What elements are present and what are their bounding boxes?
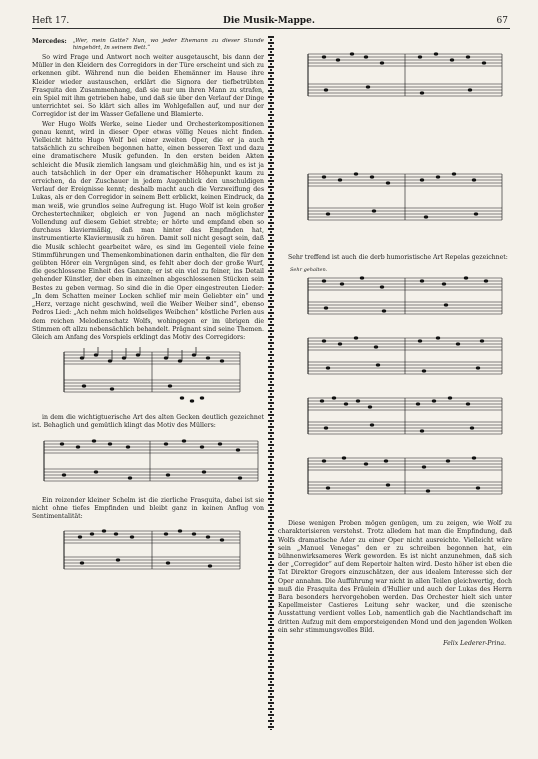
magazine-title: Die Musik-Mappe. [223,16,315,26]
paragraph: Wer Hugo Wolfs Werke, seine Lieder und Orchesterkompositionen genau kennt, wird in dieser Oper etwas völlig Neues nicht finden. Vielleicht hätte Hugo Wolf bei einer zweiten Oper, die er ja auch tatsächlich zu schreiben begonnen hatte, einen besseren Text und dazu eine dramatischere Musik gefunden. In den ersten beiden Akten schleicht die Musik ziemlich langsam und gleichmäßig hin, und es ist ja auch tatsächlich in der Oper ein dramatischer Höhepunkt kaum zu erreichen, da der Zuschauer in jedem Augenblick den unschuldigen Verlauf der Ereignisse kennt; deshalb macht auch die Verzweiflung des Lukas, als er den Corregidor in seinem Bett erblickt, keinen Eindruck, da man weiß, wie grundlos seine Aufregung ist. Hugo Wolf ist kein großer Orchestertechniker, obgleich er von Jugend an nach möglichster Vollendung auf diesem Gebiet strebte; er hörte und empfand eben so durchaus klaviermäßig, daß man hinter das Empfinden hat, instrumentierte Klaviermusik zu hören. Damit soll nicht gesagt sein, daß die Musik schlecht gearbeitet wäre, es sind im Gegenteil viele feine Stimmführungen und Themenkombinationen darin enthalten, die für den geübten Hörer ein Vergnügen sind, es fehlt aber doch der große Wurf, die geschlossene Einheit des Ganzen; er ist ein viel zu feiner, ins Detail gehender Künstler, der eben in einzelnen abgeschlossenen Stücken sein Bestes zu geben vermag. So sind die in die Oper eingestreuten Lieder: „In dem Schatten meiner Locken schlief mir mein Geliebter ein“ und „Herz, verzage nicht geschwind, weil die Weiber Weiber sind“, ebenso Pedros Lied: „Ach nehm mich holdseliges Weibchen“ köstliche Perlen aus dem reichen Melodienschatz Wolfs, wohingegen er im übrigen die Stimmen oft allzu nebensächlich behandelt. Prägnant sind seine Themen. Gleich am Anfang des Vorspiels erklingt das Motiv des Corregidors: [32,120,264,341]
caption-frasquita-motive: Ein reizender kleiner Schelm ist die zierliche Frasquita, dabei ist sie nicht ohne tiefes Empfinden und bleibt ganz in keinen Anflug von Sentimentalität: [32,496,264,520]
music-example-corregidor [32,346,264,410]
music-example-continuation [278,40,512,250]
dialogue-quote: „Wer, mein Gatte? Nun, wo jeder Ehemann zu dieser Stunde hingehört, In seinem Bett.“ [72,38,264,51]
music-example-frasquita [32,525,264,579]
header-rule [32,28,510,29]
page-header [22,14,516,28]
right-column [278,36,512,744]
music-example-miller [32,435,264,493]
paragraph: So wird Frage und Antwort noch weiter ausgetauscht, bis dann der Müller in den Kleidern des Corregidors in der Türe erscheint und sich zu erkennen gibt. Während nun die beiden Ehemänner im Hause ihre Kleider wieder austauschen, erklärt die Signora der tiefbetrübten Frasquita den Zusammenhang, daß sie nur um ihren Mann zu strafen, ein Spiel mit ihm getrieben habe, und daß sie über den Verlauf der Dinge unterrichtet sei. So klärt sich alles im Wohlgefallen auf, und nur der Corregidor ist der im Wasser Gefallene und Blamierte. [32,54,264,119]
music-example-repela [278,266,512,516]
column-divider [268,36,274,730]
speaker-name: Mercedes: [32,38,67,45]
tempo-marking: Sehr gehalten. [290,267,328,274]
closing-paragraph: Diese wenigen Proben mögen genügen, um zu zeigen, wie Wolf zu charakterisieren verstehst. Trotz alledem hat man die Empfindung, daß Wolfs dramatische Ader zu einer Oper nicht ausreichte. Vielleicht wäre sein „Manuel Venegas“ den er zu schreiben begonnen hat, ein bühnenwirksameres Werk geworden. Es ist nicht anzunehmen, daß sich der „Corregidor“ auf dem Repertoir halten wird. Desto höher ist eben die Tat Direktor Gregors einzuschätzen, der aus idealem Interesse sich der Oper annahm. Die Aufführung war nicht in allen Teilen gleichwertig, doch muß die Frasquita des Fräulein d'Hullier und auch der Lukas des Herrn Bara besonders hervorgehoben werden. Das Orchester hielt sich unter Kapellmeister Castieres Leitung sehr wacker, und die szenische Ausstattung verdient volles Lob, namentlich gab die Nachtlandschaft im dritten Aufzug mit dem emporsteigenden Mond und den jagenden Wolken ein sehr stimmungsvolles Bild. [278,520,512,634]
dialogue-line [32,38,264,52]
issue-number: Heft 17. [32,16,70,26]
magazine-page [22,14,516,749]
page-number: 67 [496,16,508,26]
left-column [32,38,264,746]
caption-miller-motive: in dem die wichtigtuerische Art des alten Gecken deutlich gezeichnet ist. Behaglich und gemütlich klingt das Motiv des Müllers: [32,414,264,430]
author-signature: Felix Lederer-Prina. [443,640,506,648]
caption-repela: Sehr treffend ist auch die derb humoristische Art Repelas gezeichnet: [288,254,508,261]
